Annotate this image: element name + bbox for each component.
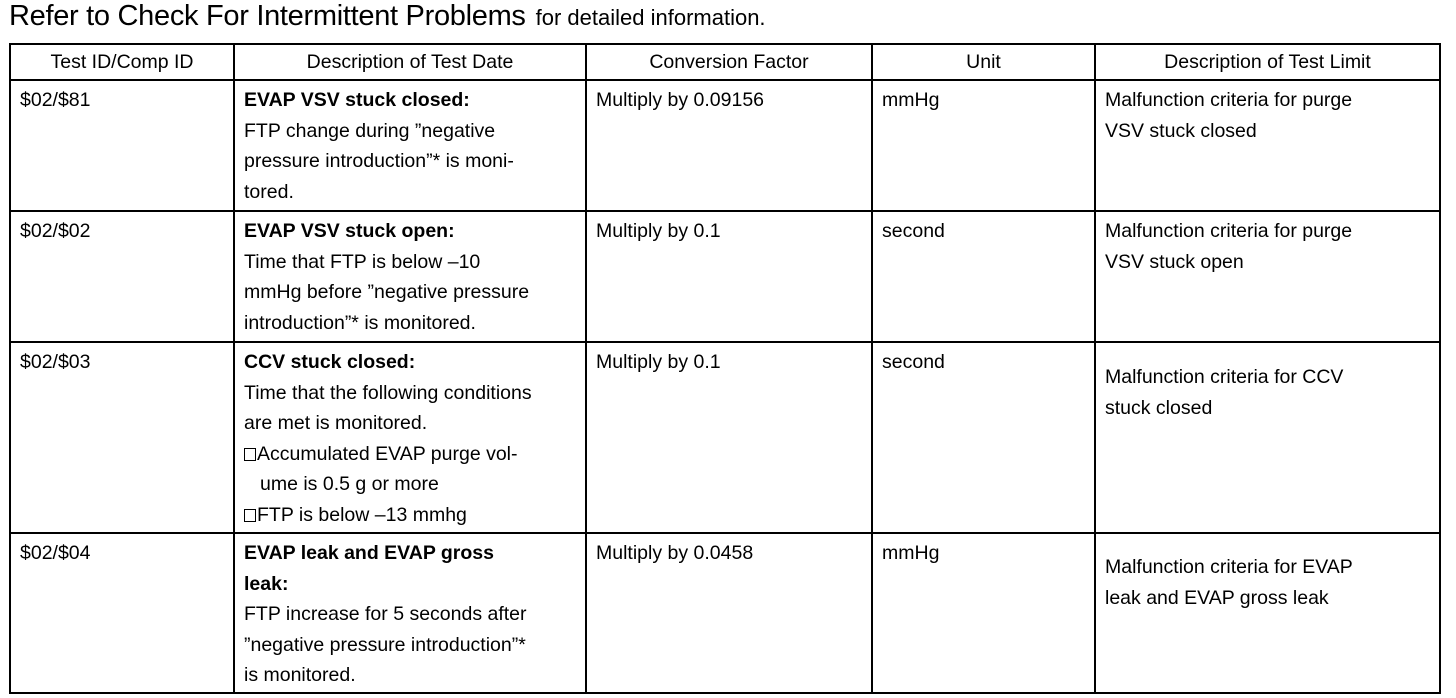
page-heading	[9, 0, 766, 38]
test-description-line: Time that the following conditions	[244, 381, 532, 404]
condition-text: Accumulated EVAP purge vol-	[257, 442, 518, 465]
test-limit-line: Malfunction criteria for EVAP	[1105, 556, 1353, 578]
column-header-unit: Unit	[872, 44, 1095, 80]
table-row	[10, 80, 1440, 211]
test-description-cell	[234, 80, 586, 211]
column-header-description: Description of Test Date	[234, 44, 586, 80]
test-description-title: EVAP leak and EVAP gross	[244, 542, 494, 564]
condition-bullet	[244, 500, 577, 531]
test-limit-line: leak and EVAP gross leak	[1105, 586, 1329, 609]
test-description-line: is monitored.	[244, 664, 356, 686]
column-header-conversion-factor: Conversion Factor	[586, 44, 872, 80]
test-limit-line: VSV stuck open	[1105, 250, 1244, 273]
test-description-cell	[234, 533, 586, 693]
column-header-test-id: Test ID/Comp ID	[10, 44, 234, 80]
test-limit-cell	[1095, 80, 1440, 211]
test-limit-cell	[1095, 533, 1440, 693]
test-description-line: FTP change during ”negative	[244, 119, 496, 142]
test-description-title: EVAP VSV stuck open:	[244, 220, 455, 242]
checkbox-square-icon	[244, 448, 256, 461]
test-limit-cell	[1095, 211, 1440, 342]
unit-cell: second	[872, 211, 1095, 342]
heading-reference-title: Refer to Check For Intermittent Problems	[9, 0, 526, 32]
test-description-line: pressure introduction”* is moni-	[244, 150, 514, 172]
conversion-factor-cell: Multiply by 0.1	[586, 211, 872, 342]
table-row	[10, 211, 1440, 342]
test-description-line: ”negative pressure introduction”*	[244, 633, 526, 656]
test-limit-line: stuck closed	[1105, 396, 1213, 419]
conversion-factor-cell: Multiply by 0.0458	[586, 533, 872, 693]
test-description-title: leak:	[244, 572, 289, 595]
table-row	[10, 533, 1440, 693]
conversion-factor-cell: Multiply by 0.09156	[586, 80, 872, 211]
condition-text: FTP is below –13 mmhg	[257, 503, 467, 526]
test-description-line: Time that FTP is below –10	[244, 250, 481, 273]
test-description-cell	[234, 211, 586, 342]
condition-bullet	[244, 439, 577, 470]
test-limit-line: Malfunction criteria for purge	[1105, 89, 1353, 111]
table-row	[10, 342, 1440, 533]
test-description-line: are met is monitored.	[244, 412, 428, 434]
conversion-factor-cell: Multiply by 0.1	[586, 342, 872, 533]
test-id-cell: $02/$04	[10, 533, 234, 693]
test-limit-cell	[1095, 342, 1440, 533]
heading-suffix: for detailed information.	[535, 5, 766, 30]
unit-cell: second	[872, 342, 1095, 533]
condition-continuation: ume is 0.5 g or more	[260, 473, 439, 495]
test-description-line: introduction”* is monitored.	[244, 311, 476, 334]
test-description-line: tored.	[244, 180, 294, 203]
test-description-line: FTP increase for 5 seconds after	[244, 603, 527, 625]
test-description-title: CCV stuck closed:	[244, 351, 416, 373]
test-limit-line: VSV stuck closed	[1105, 119, 1257, 142]
unit-cell: mmHg	[872, 533, 1095, 693]
test-description-title: EVAP VSV stuck closed:	[244, 89, 470, 111]
test-description-line: mmHg before ”negative pressure	[244, 281, 530, 303]
test-description-cell	[234, 342, 586, 533]
test-id-cell: $02/$02	[10, 211, 234, 342]
checkbox-square-icon	[244, 509, 256, 522]
unit-cell: mmHg	[872, 80, 1095, 211]
test-data-table	[9, 43, 1441, 694]
test-id-cell: $02/$03	[10, 342, 234, 533]
test-id-cell: $02/$81	[10, 80, 234, 211]
column-header-test-limit: Description of Test Limit	[1095, 44, 1440, 80]
table-header-row	[10, 44, 1440, 80]
test-limit-line: Malfunction criteria for CCV	[1105, 366, 1344, 388]
test-limit-line: Malfunction criteria for purge	[1105, 220, 1353, 242]
